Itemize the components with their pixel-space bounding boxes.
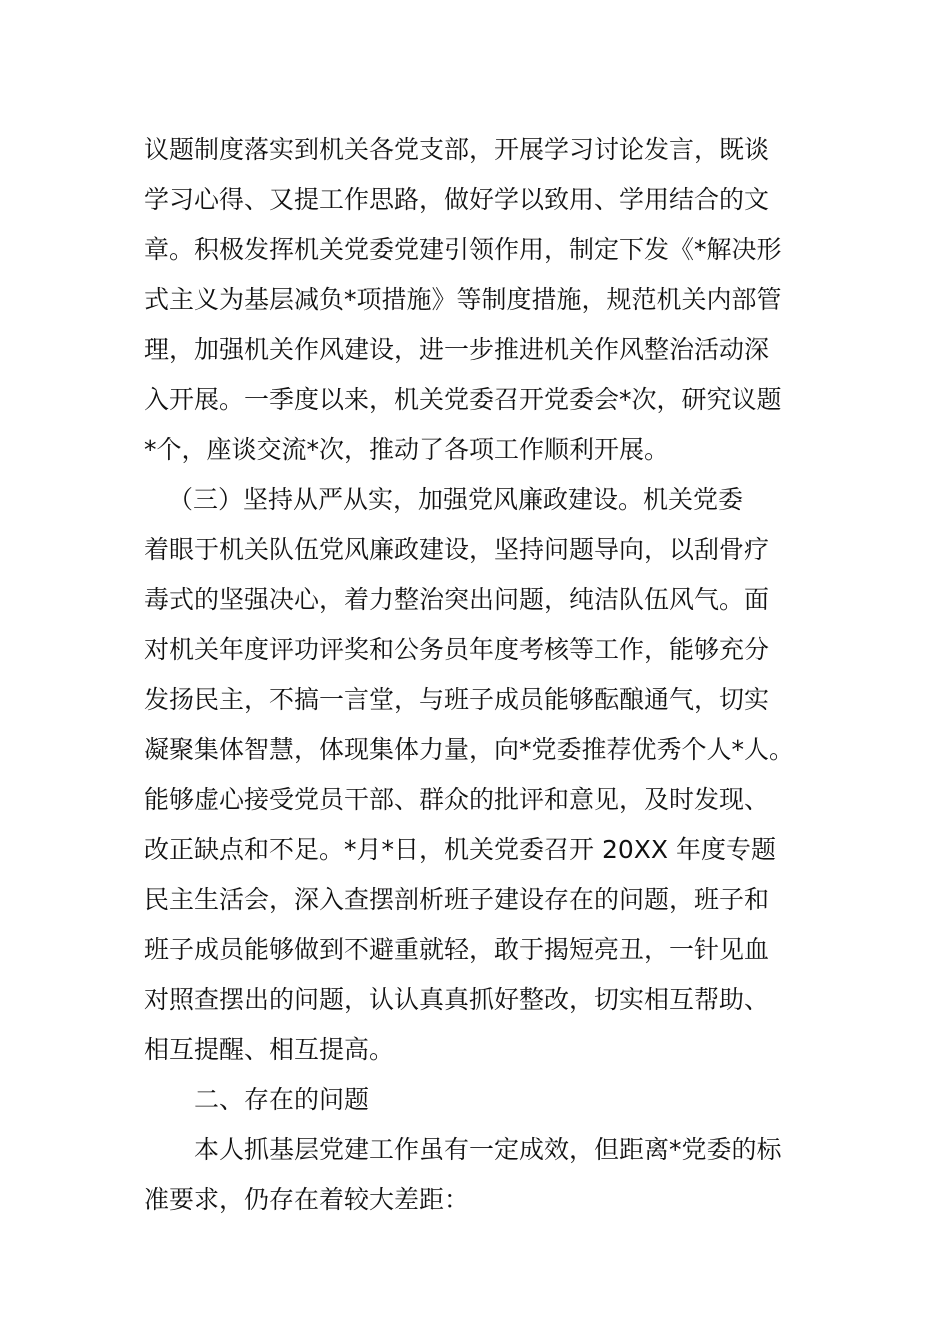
text-line: 对照查摆出的问题，认认真真抓好整改，切实相互帮助、 [144,985,770,1014]
text-line: 准要求，仍存在着较大差距： [144,1185,470,1214]
text-line: 学习心得、又提工作思路，做好学以致用、学用结合的文 [144,185,770,214]
text-line: 本人抓基层党建工作虽有一定成效，但距离*党委的标 [194,1135,782,1164]
text-line: 入开展。一季度以来，机关党委召开党委会*次，研究议题 [144,385,782,414]
text-line: 对机关年度评功评奖和公务员年度考核等工作，能够充分 [144,635,770,664]
text-line: 议题制度落实到机关各党支部，开展学习讨论发言，既谈 [144,135,770,164]
text-line: 班子成员能够做到不避重就轻，敢于揭短亮丑，一针见血 [144,935,770,964]
text-line: 发扬民主，不搞一言堂，与班子成员能够酝酿通气，切实 [144,685,770,714]
text-line: 民主生活会，深入查摆剖析班子建设存在的问题，班子和 [144,885,770,914]
section-heading-line: （三）坚持从严从实，加强党风廉政建设。机关党委 [168,485,744,514]
section-heading: 二、存在的问题 [194,1085,370,1114]
text-line: 着眼于机关队伍党风廉政建设，坚持问题导向，以刮骨疗 [144,535,770,564]
text-line: 相互提醒、相互提高。 [144,1035,395,1064]
text-line: 能够虚心接受党员干部、群众的批评和意见，及时发现、 [144,785,770,814]
text-line: 式主义为基层减负*项措施》等制度措施，规范机关内部管 [144,285,782,314]
text-line: 改正缺点和不足。*月*日，机关党委召开 20XX 年度专题 [144,835,776,864]
text-line: 章。积极发挥机关党委党建引领作用，制定下发《*解决形 [144,235,782,264]
text-line: 理，加强机关作风建设，进一步推进机关作风整治活动深 [144,335,770,364]
text-line: *个，座谈交流*次，推动了各项工作顺利开展。 [144,435,670,464]
text-line: 凝聚集体智慧，体现集体力量，向*党委推荐优秀个人*人。 [144,735,795,764]
text-line: 毒式的坚强决心，着力整治突出问题，纯洁队伍风气。面 [144,585,770,614]
